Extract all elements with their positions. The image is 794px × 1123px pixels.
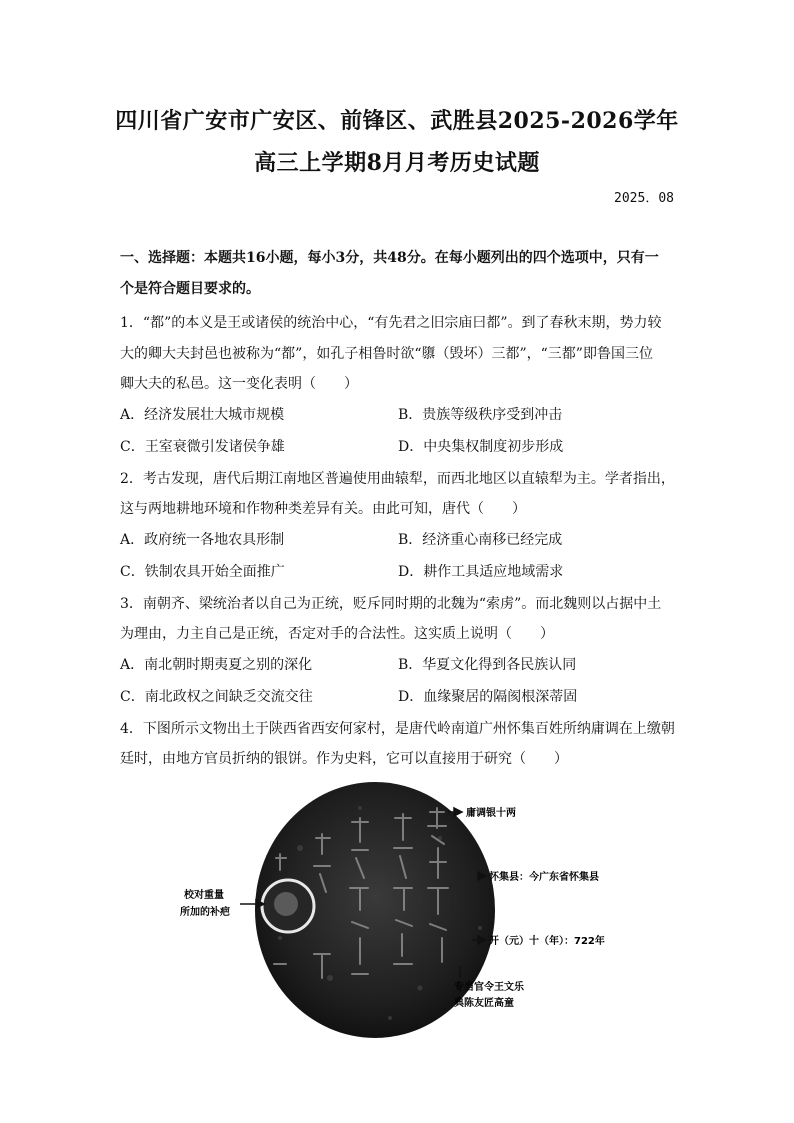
question-1-option-a: A．经济发展壮大城市规模 (120, 407, 285, 423)
annotation-patch-1: 校对重量 (184, 890, 224, 901)
question-1-option-d: D．中央集权制度初步形成 (398, 439, 564, 455)
exam-date: 2025．08 (614, 191, 674, 206)
annotation-huaiji: 怀集县：今广东省怀集县 (489, 872, 599, 883)
question-1-line: 卿大夫的私邑。这一变化表明（ ） (120, 376, 358, 392)
section-heading: 一、选择题：本题共16小题，每小3分，共48分。在每小题列出的四个选项中，只有一 (120, 250, 659, 266)
question-3-option-a: A．南北朝时期夷夏之别的深化 (120, 657, 313, 673)
question-4-line: 廷时，由地方官员折纳的银饼。作为史料，它可以直接用于研究（ ） (120, 751, 568, 767)
silver-cake-figure (180, 778, 620, 1040)
annotation-officials-2: 典陈友匠高童 (454, 998, 514, 1009)
question-3-option-c: C．南北政权之间缺乏交流交往 (120, 689, 313, 705)
question-2-line: 2．考古发现，唐代后期江南地区普遍使用曲辕犁，而西北地区以直辕犁为主。学者指出， (120, 471, 675, 487)
exam-title-line1: 四川省广安市广安区、前锋区、武胜县2025-2026学年 (115, 108, 679, 134)
question-1-option-b: B．贵族等级秩序受到冲击 (398, 407, 563, 423)
annotation-officials-1: 专当官令王文乐 (454, 982, 524, 993)
annotation-patch-2: 所加的补疤 (180, 907, 230, 918)
question-2-option-a: A．政府统一各地农具形制 (120, 532, 285, 548)
question-2-option-d: D．耕作工具适应地域需求 (398, 564, 564, 580)
question-3-option-b: B．华夏文化得到各民族认同 (398, 657, 577, 673)
question-3-line: 3．南朝齐、梁统治者以自己为正统，贬斥同时期的北魏为“索虏”。而北魏则以占据中土 (120, 596, 662, 612)
question-3-option-d: D．血缘聚居的隔阂根深蒂固 (398, 689, 578, 705)
question-2-option-c: C．铁制农具开始全面推广 (120, 564, 285, 580)
question-1-line: 1．“都”的本义是王或诸侯的统治中心，“有先君之旧宗庙曰都”。到了春秋末期，势力较 (120, 315, 662, 331)
question-2-line: 这与两地耕地环境和作物种类差异有关。由此可知，唐代（ ） (120, 501, 526, 517)
silver-cake-illustration (180, 778, 620, 1040)
question-1-option-c: C．王室衰微引发诸侯争雄 (120, 439, 285, 455)
repair-patch (274, 892, 298, 916)
question-1-line: 大的卿大夫封邑也被称为“都”，如孔子相鲁时欲“隳（毁坏）三都”，“三都”即鲁国三位 (120, 346, 653, 362)
question-2-option-b: B．经济重心南移已经完成 (398, 532, 563, 548)
annotation-kaiyuan: 开（元）十（年）：722年 (489, 936, 605, 947)
annotation-yongdiao: 庸调银十两 (466, 808, 516, 819)
question-3-line: 为理由，力主自己是正统，否定对手的合法性。这实质上说明（ ） (120, 626, 554, 642)
question-4-line: 4．下图所示文物出土于陕西省西安何家村，是唐代岭南道广州怀集百姓所纳庸调在上缴朝 (120, 721, 675, 737)
section-heading-cont: 个是符合题目要求的。 (120, 281, 260, 297)
exam-title-line2: 高三上学期8月月考历史试题 (254, 150, 540, 176)
